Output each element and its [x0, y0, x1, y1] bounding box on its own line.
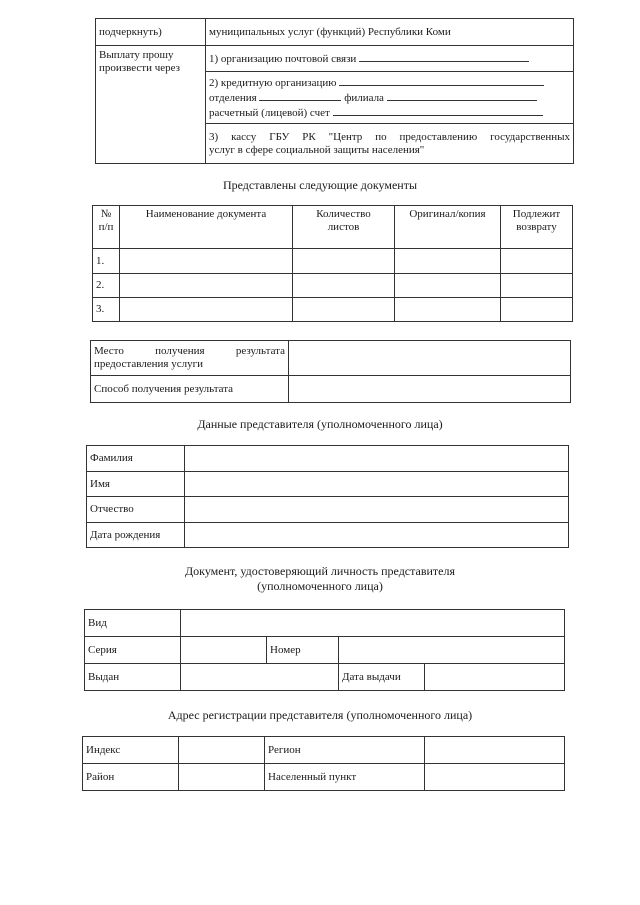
id-issued-label: Выдан	[85, 664, 181, 691]
row-quantity-cell[interactable]	[293, 298, 395, 322]
result-place-label	[91, 341, 289, 376]
id-series-label: Серия	[85, 637, 181, 664]
surname-field[interactable]	[185, 446, 569, 472]
payment-label-line2: произвести через	[99, 62, 181, 74]
option-cash-line1: 3) кассу ГБУ РК "Центр по предоставлению государственных	[209, 130, 570, 143]
payment-option-post[interactable]	[206, 46, 574, 72]
col-header-quantity	[293, 206, 395, 249]
col-header-original	[395, 206, 501, 249]
documents-heading: Представлены следующие документы	[222, 178, 418, 192]
account-fill-line[interactable]	[333, 105, 543, 116]
birth-date-label: Дата рождения	[87, 523, 185, 548]
documents-table	[92, 205, 573, 322]
col-number-line2: п/п	[98, 221, 114, 233]
col-return-line1: Подлежит	[512, 208, 561, 220]
settlement-label: Населенный пункт	[265, 764, 425, 791]
id-issue-date-label: Дата выдачи	[339, 664, 425, 691]
id-document-heading-line1: Документ, удостоверяющий личность представителя	[184, 564, 456, 578]
id-document-heading	[0, 564, 640, 594]
table-row	[93, 274, 573, 298]
birth-date-field[interactable]	[185, 523, 569, 548]
result-place-line1: Место получения результата	[94, 345, 285, 357]
patronymic-field[interactable]	[185, 497, 569, 523]
col-original-text: Оригинал/копия	[409, 208, 486, 220]
payment-top-right-cell	[206, 19, 574, 46]
row-return-cell[interactable]	[501, 298, 573, 322]
index-label: Индекс	[83, 737, 179, 764]
id-document-heading-line2: (уполномоченного лица)	[257, 579, 383, 593]
payment-label-line1: Выплату прошу	[99, 49, 174, 61]
index-field[interactable]	[179, 737, 265, 764]
row-number: 3.	[93, 298, 120, 322]
row-number: 2.	[93, 274, 120, 298]
result-place-field[interactable]	[289, 341, 571, 376]
payment-method-table	[95, 18, 574, 164]
col-header-number	[93, 206, 120, 249]
name-label: Имя	[87, 472, 185, 497]
representative-heading: Данные представителя (уполномоченного лица)	[197, 417, 443, 431]
result-place-line2: предоставления услуги	[94, 358, 203, 370]
id-issue-date-field[interactable]	[425, 664, 565, 691]
payment-top-left-cell	[96, 19, 206, 46]
name-field[interactable]	[185, 472, 569, 497]
account-label: расчетный (лицевой) счет	[209, 107, 330, 119]
col-header-name	[120, 206, 293, 249]
id-document-table	[84, 609, 565, 691]
patronymic-label: Отчество	[87, 497, 185, 523]
table-row	[93, 249, 573, 274]
id-number-field[interactable]	[339, 637, 565, 664]
representative-table	[86, 445, 569, 548]
id-type-field[interactable]	[181, 610, 565, 637]
payment-top-right-text: муниципальных услуг (функций) Республики Коми	[209, 25, 451, 38]
branch-label: отделения	[209, 92, 257, 104]
col-header-return	[501, 206, 573, 249]
surname-label: Фамилия	[87, 446, 185, 472]
id-issued-field[interactable]	[181, 664, 339, 691]
option-cash-line2: услуг в сфере социальной защиты населения"	[209, 143, 425, 156]
branch-fill-line[interactable]	[259, 90, 341, 101]
result-method-field[interactable]	[289, 376, 571, 403]
row-return-cell[interactable]	[501, 274, 573, 298]
district-label: Район	[83, 764, 179, 791]
region-field[interactable]	[425, 737, 565, 764]
filial-fill-line[interactable]	[387, 90, 537, 101]
filial-label: филиала	[344, 92, 384, 104]
row-return-cell[interactable]	[501, 249, 573, 274]
row-doc-name-cell[interactable]	[120, 298, 293, 322]
row-doc-name-cell[interactable]	[120, 274, 293, 298]
payment-option-cash[interactable]	[206, 124, 574, 164]
row-original-cell[interactable]	[395, 249, 501, 274]
id-number-label: Номер	[267, 637, 339, 664]
post-fill-line[interactable]	[359, 51, 529, 62]
result-table	[90, 340, 571, 403]
option-post-text: 1) организацию почтовой связи	[209, 53, 357, 65]
col-return-line2: возврату	[516, 221, 557, 233]
settlement-field[interactable]	[425, 764, 565, 791]
bank-fill-line[interactable]	[339, 75, 544, 86]
row-original-cell[interactable]	[395, 274, 501, 298]
region-label: Регион	[265, 737, 425, 764]
row-quantity-cell[interactable]	[293, 274, 395, 298]
result-method-label: Способ получения результата	[91, 376, 289, 403]
col-number-line1: №	[100, 208, 112, 220]
col-name-text: Наименование документа	[145, 208, 267, 220]
payment-option-bank[interactable]	[206, 72, 574, 124]
row-quantity-cell[interactable]	[293, 249, 395, 274]
col-quantity-line1: Количество	[316, 208, 371, 220]
address-heading: Адрес регистрации представителя (уполномоченного лица)	[167, 708, 473, 722]
id-series-field[interactable]	[181, 637, 267, 664]
row-original-cell[interactable]	[395, 298, 501, 322]
id-type-label: Вид	[85, 610, 181, 637]
option-bank-text: 2) кредитную организацию	[209, 77, 337, 89]
col-quantity-line2: листов	[327, 221, 360, 233]
address-table	[82, 736, 565, 791]
row-number: 1.	[93, 249, 120, 274]
district-field[interactable]	[179, 764, 265, 791]
table-row	[93, 298, 573, 322]
payment-top-left-text: подчеркнуть)	[99, 25, 162, 38]
payment-label-cell	[96, 46, 206, 164]
row-doc-name-cell[interactable]	[120, 249, 293, 274]
